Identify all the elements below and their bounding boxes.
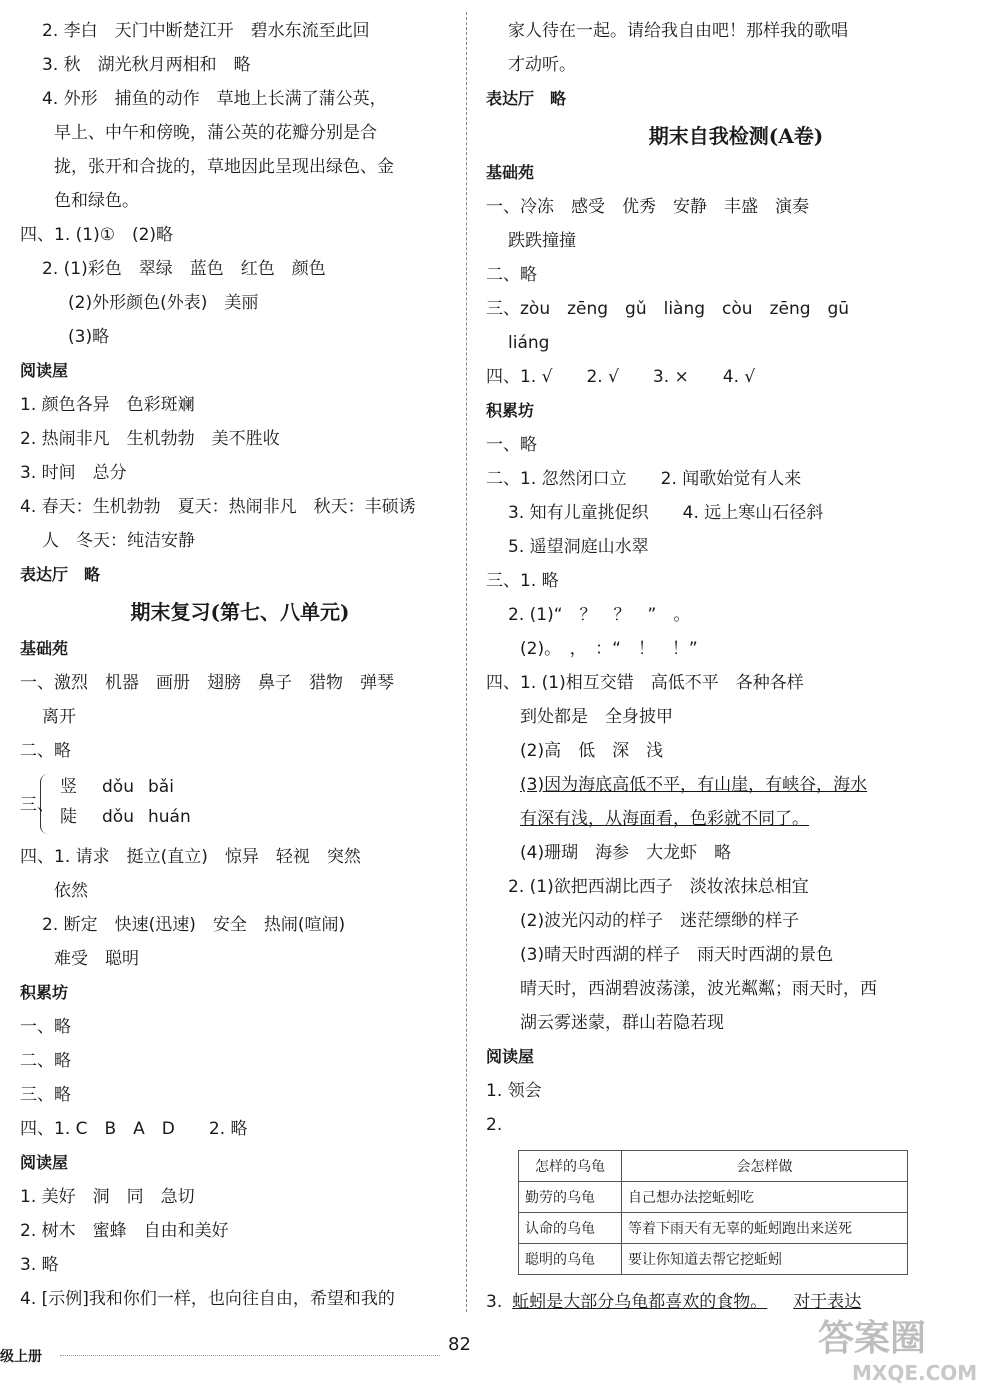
watermark-url: MXQE.COM xyxy=(852,1361,978,1385)
column-header: 会怎样做 xyxy=(622,1151,908,1182)
table-row xyxy=(519,1244,908,1275)
left-column xyxy=(20,14,460,1316)
table-header-row xyxy=(519,1151,908,1182)
answer-line: (2)高 低 深 浅 xyxy=(520,741,664,761)
answer-line: 2. (1)欲把西湖比西子 淡妆浓抹总相宜 xyxy=(508,877,809,897)
pinyin: huán xyxy=(148,807,191,827)
answer-line: 依然 xyxy=(54,881,88,901)
answer-line: 2. 热闹非凡 生机勃勃 美不胜收 xyxy=(20,429,280,449)
pinyin: dǒu xyxy=(102,807,134,827)
section-heading: 积累坊 xyxy=(486,401,535,420)
answer-line: 四、1. (1)相互交错 高低不平 各种各样 xyxy=(486,673,804,693)
table-cell: 聪明的乌龟 xyxy=(519,1244,622,1275)
right-column xyxy=(486,14,986,1319)
answer-line: 一、略 xyxy=(20,1017,71,1037)
answer-line: 四、1. √ 2. √ 3. × 4. √ xyxy=(486,367,756,387)
answer-line: 3. 秋 湖光秋月两相和 略 xyxy=(42,55,251,75)
answer-line: 才动听。 xyxy=(508,55,576,75)
section-heading: 积累坊 xyxy=(20,983,69,1002)
table-cell: 自己想办法挖蚯蚓吃 xyxy=(622,1182,908,1213)
answer-line: 三、1. 略 xyxy=(486,571,559,591)
answer-line: 人 冬天：纯洁安静 xyxy=(42,531,195,551)
answer-line: 三、zòu zēng gǔ liàng còu zēng gū xyxy=(486,299,850,319)
answer-line: 2. 断定 快速(迅速) 安全 热闹(喧闹) xyxy=(42,915,346,935)
answer-line: 四、1. (1)① (2)略 xyxy=(20,225,174,245)
answer-line: 一、激烈 机器 画册 翅膀 鼻子 猎物 弹琴 xyxy=(20,673,394,693)
answer-line: 3. 知有儿童挑促织 4. 远上寒山石径斜 xyxy=(508,503,824,523)
section-heading: 表达厅 略 xyxy=(486,89,567,108)
answer-line: 3. 略 xyxy=(20,1255,59,1275)
answer-line: 二、略 xyxy=(20,1051,71,1071)
answer-line: 2. (1)“ ？ ？ ” 。 xyxy=(508,605,691,625)
item-number: 3. xyxy=(486,1292,503,1312)
pinyin: dǒu xyxy=(102,777,134,797)
answer-line: 1. 领会 xyxy=(486,1081,542,1101)
answer-line: 1. 美好 洞 同 急切 xyxy=(20,1187,195,1207)
answer-line: 二、1. 忽然闭口立 2. 闻歌始觉有人来 xyxy=(486,469,802,489)
answer-line: (2)波光闪动的样子 迷茫缥缈的样子 xyxy=(520,911,800,931)
footer-grade-label: 级上册 xyxy=(0,1349,42,1365)
answer-line: 跌跌撞撞 xyxy=(508,231,576,251)
footer-dotted-line xyxy=(60,1355,440,1356)
answer-line: (2)。 ， ：“ ！ ！” xyxy=(520,639,698,659)
pinyin: bǎi xyxy=(148,777,174,797)
column-divider xyxy=(466,12,467,1312)
answer-line: 早上、中午和傍晚，蒲公英的花瓣分别是合 xyxy=(54,123,377,143)
answer-line: liáng xyxy=(508,333,550,353)
section-heading: 表达厅 略 xyxy=(20,565,101,584)
answer-line: 一、略 xyxy=(486,435,537,455)
section-heading: 基础苑 xyxy=(20,639,69,658)
answer-line: (2)外形颜色(外表) 美丽 xyxy=(68,293,259,313)
answer-line: (3)因为海底高低不平，有山崖，有峡谷，海水 xyxy=(520,775,868,795)
watermark-text: 答案圈 xyxy=(818,1318,927,1359)
answer-line: 四、1. C B A D 2. 略 xyxy=(20,1119,248,1139)
table-cell: 认命的乌龟 xyxy=(519,1213,622,1244)
answer-tail: 对于表达 xyxy=(793,1292,862,1312)
answer-line: 四、1. 请求 挺立(直立) 惊异 轻视 突然 xyxy=(20,847,361,867)
watermark-logo xyxy=(812,1306,992,1386)
answer-line: 三、略 xyxy=(20,1085,71,1105)
answer-line: 难受 聪明 xyxy=(54,949,139,969)
hanzi: 竖 xyxy=(60,777,77,797)
answer-line: 一、冷冻 感受 优秀 安静 丰盛 演奏 xyxy=(486,197,809,217)
section-heading: 基础苑 xyxy=(486,163,535,182)
answer-line: (3)略 xyxy=(68,327,110,347)
answer-line: 4. 春天：生机勃勃 夏天：热闹非凡 秋天：丰硕诱 xyxy=(20,497,416,517)
answer-line: 色和绿色。 xyxy=(54,191,139,211)
turtle-table xyxy=(518,1150,908,1275)
answer-line: 5. 遥望洞庭山水翠 xyxy=(508,537,649,557)
answer-line: 二、略 xyxy=(486,265,537,285)
section-heading: 阅读屋 xyxy=(20,1153,69,1172)
section-heading: 阅读屋 xyxy=(20,361,69,380)
section-heading: 阅读屋 xyxy=(486,1047,535,1066)
table-row xyxy=(519,1213,908,1244)
pinyin-brace-group xyxy=(20,770,460,840)
answer-line: (3)晴天时西湖的样子 雨天时西湖的景色 xyxy=(520,945,834,965)
section-title: 期末自我检测(A卷) xyxy=(648,124,824,148)
underlined-answer: 蚯蚓是大部分乌龟都喜欢的食物。 xyxy=(512,1292,768,1312)
answer-line: 家人待在一起。请给我自由吧！那样我的歌唱 xyxy=(508,21,848,41)
column-header: 怎样的乌龟 xyxy=(519,1151,622,1182)
answer-line: 有深有浅，从海面看，色彩就不同了。 xyxy=(520,809,809,829)
item-label: 三、 xyxy=(20,795,54,815)
section-title: 期末复习(第七、八单元) xyxy=(130,600,350,624)
answer-line: 到处都是 全身披甲 xyxy=(520,707,673,727)
table-cell: 要让你知道去帮它挖蚯蚓 xyxy=(622,1244,908,1275)
answer-line: 4. 外形 捕鱼的动作 草地上长满了蒲公英， xyxy=(42,89,387,109)
answer-line: 离开 xyxy=(42,707,76,727)
table-cell: 勤劳的乌龟 xyxy=(519,1182,622,1213)
answer-line: 2. (1)彩色 翠绿 蓝色 红色 颜色 xyxy=(42,259,326,279)
answer-line: 2. xyxy=(486,1115,503,1135)
answer-line: 1. 颜色各异 色彩斑斓 xyxy=(20,395,195,415)
answer-line: 二、略 xyxy=(20,741,71,761)
answer-line: 4. [示例]我和你们一样，也向往自由，希望和我的 xyxy=(20,1289,395,1309)
page-number: 82 xyxy=(448,1334,471,1355)
answer-line: 3. 时间 总分 xyxy=(20,463,127,483)
answer-line: 2. 树木 蜜蜂 自由和美好 xyxy=(20,1221,229,1241)
answer-line: 拢，张开和合拢的，草地因此呈现出绿色、金 xyxy=(54,157,394,177)
answer-line: 2. 李白 天门中断楚江开 碧水东流至此回 xyxy=(42,21,370,41)
answer-line: (4)珊瑚 海参 大龙虾 略 xyxy=(520,843,732,863)
table-cell: 等着下雨天有无辜的蚯蚓跑出来送死 xyxy=(622,1213,908,1244)
table-row xyxy=(519,1182,908,1213)
answer-line: 湖云雾迷蒙，群山若隐若现 xyxy=(520,1013,724,1033)
hanzi: 陡 xyxy=(60,807,77,827)
answer-line: 晴天时，西湖碧波荡漾，波光粼粼；雨天时，西 xyxy=(520,979,877,999)
